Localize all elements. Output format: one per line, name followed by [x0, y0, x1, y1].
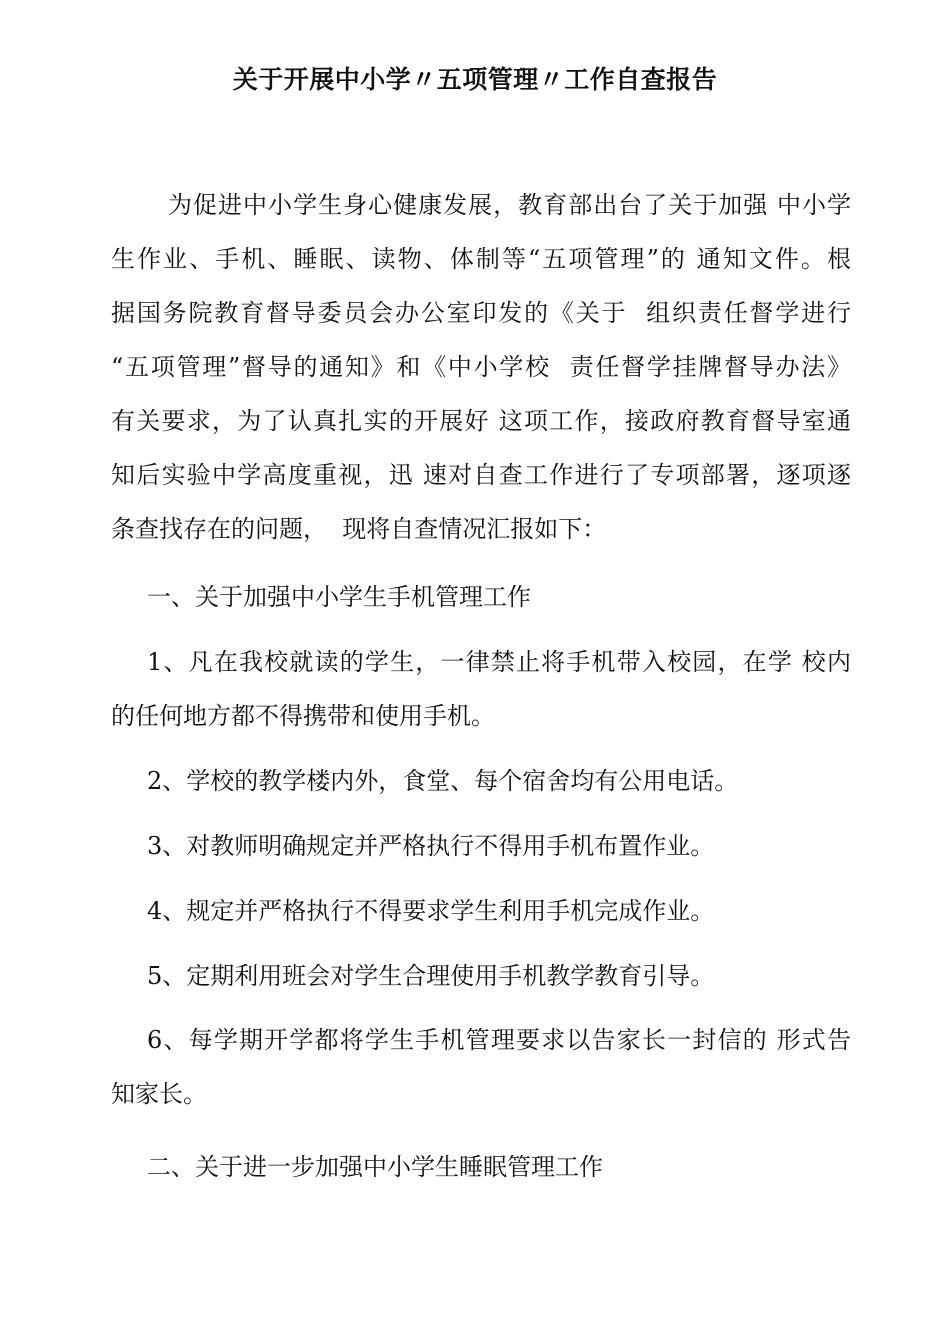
intro-line-2: 生作业、手机、睡眠、读物、体制等“五项管理”的 通知文件。根 — [111, 245, 851, 273]
item3-text: 3、对教师明确规定并严格执行不得用手机布置作业。 — [147, 832, 715, 860]
intro-line-4: “五项管理”督导的通知》和《中小学校 责任督学挂牌督导办法》 — [111, 353, 851, 381]
intro-line-6: 知后实验中学高度重视，迅 速对自查工作进行了专项部署，逐项逐 — [111, 461, 851, 489]
intro-line-7: 条查找存在的问题， 现将自查情况汇报如下： — [111, 515, 607, 543]
intro-line-3: 据国务院教育督导委员会办公室印发的《关于 组织责任督学进行 — [111, 299, 851, 327]
item5-text: 5、定期利用班会对学生合理使用手机教学教育引导。 — [147, 962, 715, 990]
item4-text: 4、规定并严格执行不得要求学生利用手机完成作业。 — [147, 897, 715, 925]
intro-line-1: 为促进中小学生身心健康发展，教育部出台了关于加强 中小学 — [168, 191, 851, 219]
item1-line-2: 的任何地方都不得携带和使用手机。 — [111, 702, 495, 730]
section1-heading: 一、关于加强中小学生手机管理工作 — [147, 583, 531, 611]
item6-line-1: 6、每学期开学都将学生手机管理要求以告家长一封信的 形式告 — [147, 1026, 851, 1054]
section2-heading: 二、关于进一步加强中小学生睡眠管理工作 — [147, 1153, 603, 1181]
item1-line-1: 1、凡在我校就读的学生，一律禁止将手机带入校园，在学 校内 — [147, 648, 851, 676]
item6-line-2: 知家长。 — [111, 1080, 207, 1108]
intro-line-5: 有关要求，为了认真扎实的开展好 这项工作，接政府教育督导室通 — [111, 407, 851, 435]
item2-text: 2、学校的教学楼内外，食堂、每个宿舍均有公用电话。 — [147, 767, 739, 795]
page-title: 关于开展中小学〃五项管理〃工作自查报告 — [232, 65, 718, 94]
